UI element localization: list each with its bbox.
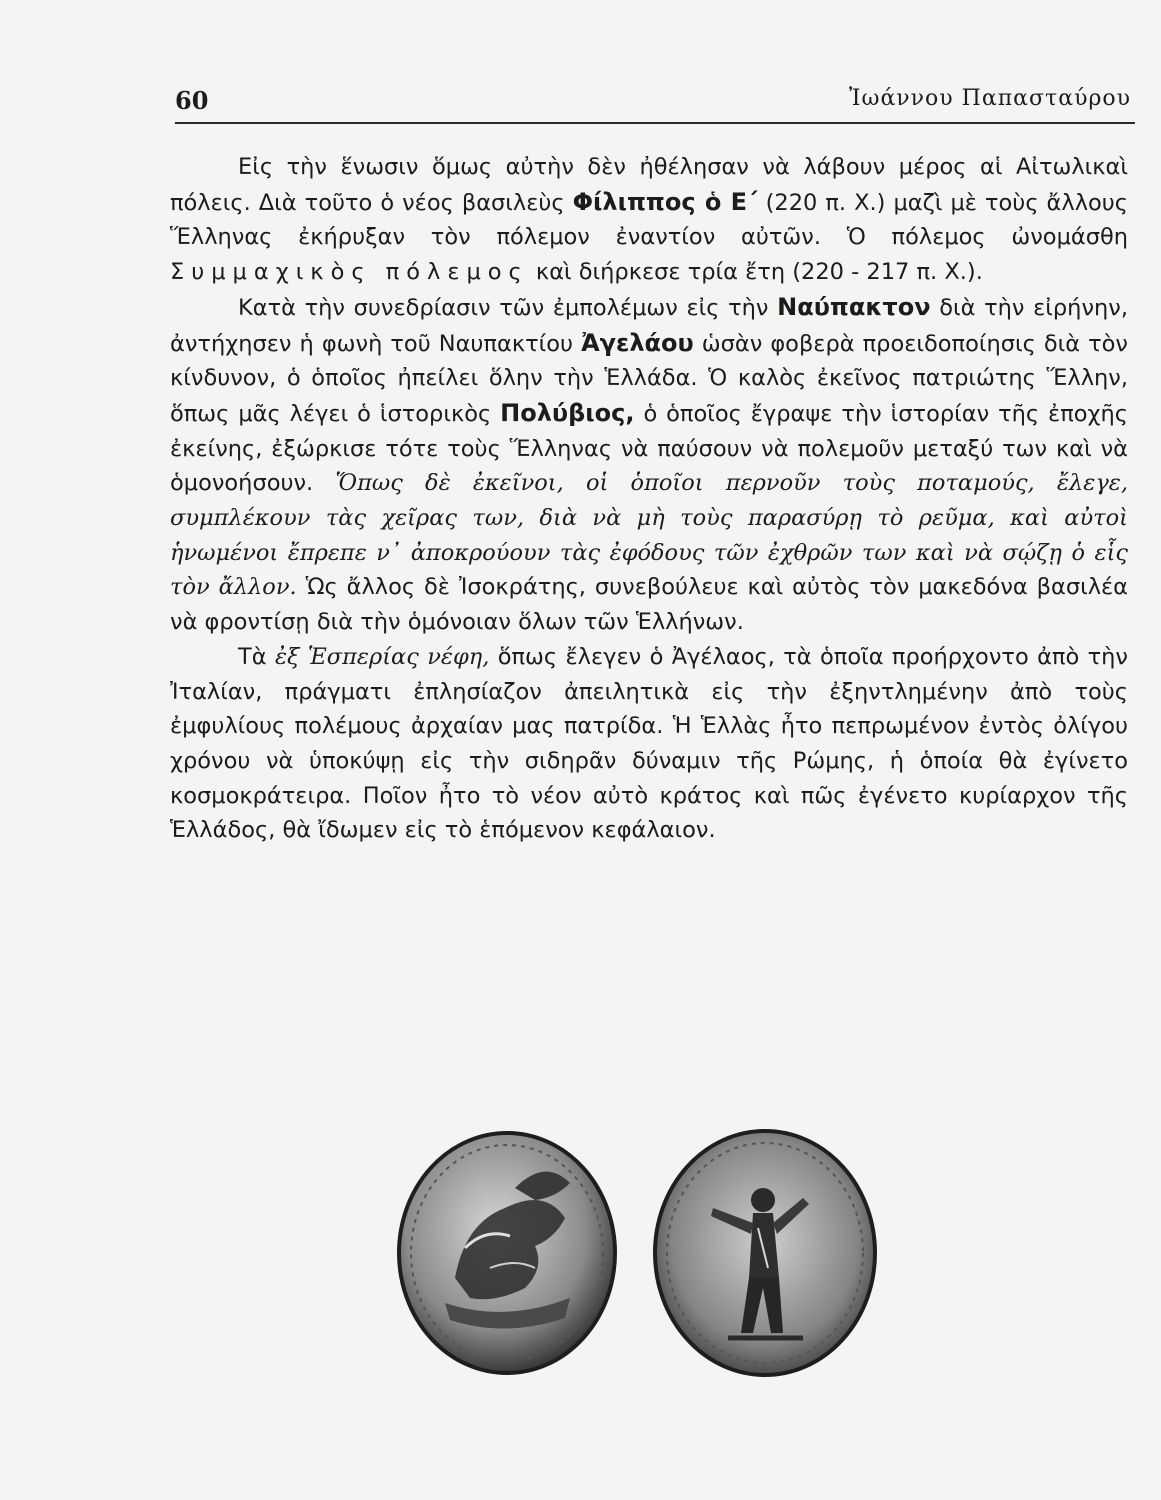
text-run: διὰ τὴν εἰρήνην, ἀντήχησεν ἡ φωνὴ τοῦ Ναυπακτίου <box>170 294 1128 357</box>
emphasis-name: Ναύπακτον <box>777 292 931 321</box>
page-header <box>175 82 1135 124</box>
text-run: (220 π. Χ.) μαζὶ μὲ τοὺς ἄλλους Ἕλληνας ἐκήρυξαν τὸν πόλεμον ἐναντίον αὐτῶν. Ὁ πόλεμος ὠνομάσθη <box>170 189 1129 251</box>
text-run: καὶ διήρκεσε τρία ἔτη (220 - 217 π. Χ.). <box>528 259 983 286</box>
paragraph <box>170 290 1128 640</box>
emphasis-name: Φίλιππος ὁ Ε΄ <box>572 187 758 216</box>
emphasis-name: Πολύβιος, <box>500 398 635 427</box>
quotation-text: ἐξ Ἑσπερίας νέφη, <box>274 643 490 670</box>
paragraph <box>170 150 1128 290</box>
page-number: 60 <box>175 86 209 115</box>
text-run: Κατὰ τὴν συνεδρίασιν τῶν ἐμπολέμων εἰς τὴν <box>238 294 778 321</box>
text-run: Ὡς ἄλλος δὲ Ἰσοκράτης, συνεβούλευε καὶ αὐτὸς τὸν μακεδόνα βασιλέα νὰ φροντίσῃ διὰ τὴν ὁμόνοιαν ὅλων τῶν Ἑλλήνων. <box>170 574 1128 636</box>
coin-reverse-image <box>653 1128 878 1378</box>
coin-obverse-image <box>395 1128 620 1378</box>
text-run: Εἰς τὴν ἕνωσιν ὅμως αὐτὴν δὲν ἠθέλησαν νὰ λάβουν μέρος αἱ Αἰτωλικαὶ πόλεις. Διὰ τοῦτο ὁ νέος βασιλεὺς <box>170 154 1128 216</box>
text-run: ὅπως ἔλεγεν ὁ Ἀγέλαος, τὰ ὁποῖα προήρχοντο ἀπὸ τὴν Ἰταλίαν, πράγματι ἐπλησίαζον ἀπειλητικὰ εἰς τὴν ἐξηντλημένην ἀπὸ τοὺς ἐμφυλίους πολέμους ἀρχαίαν μας πατρίδα. Ἡ Ἑλλὰς ἦτο πεπρωμένον ἐντὸς ὀλίγου χρόνου νὰ ὑποκύψῃ εἰς τὴν σιδηρᾶν δύναμιν τῆς Ρώμης, ἡ ὁποία θὰ ἐγίνετο κοσμοκράτειρα. Ποῖον ἦτο τὸ νέον αὐτὸ κράτος καὶ πῶς ἐγένετο κυρίαρχον τῆς Ἑλλάδος, θὰ ἴδωμεν εἰς τὸ ἑπόμενον κεφάλαιον. <box>170 643 1128 844</box>
coin-illustration <box>395 1128 875 1388</box>
quotation-text: Ὅπως δὲ ἐκεῖνοι, οἱ ὁποῖοι περνοῦν τοὺς ποταμούς, ἔλεγε, συμπλέκουν τὰς χεῖρας των, διὰ νὰ μὴ τοὺς παρασύρῃ τὸ ρεῦμα, καὶ αὐτοὶ ἡνωμένοι ἔπρεπε ν᾿ ἀποκρούουν τὰς ἐφόδους τῶν ἐχθρῶν των καὶ νὰ σῴζῃ ὁ εἷς τὸν ἄλλον. <box>170 470 1128 601</box>
text-run: ὁ ὁποῖος ἔγραψε τὴν ἱστορίαν τῆς ἐποχῆς ἐκείνης, ἐξώρκισε τότε τοὺς Ἕλληνας νὰ παύσουν νὰ πολεμοῦν μεταξύ των καὶ νὰ ὁμονοήσουν. <box>170 400 1128 497</box>
spaced-term: Συμμαχικὸς πόλεμος <box>170 259 529 286</box>
text-run: ὡσὰν φοβερὰ προειδοποίησις διὰ τὸν κίνδυνον, ὁ ὁποῖος ἠπείλει ὅλην τὴν Ἑλλάδα. Ὁ καλὸς ἐκεῖνος πατριώτης Ἕλλην, ὅπως μᾶς λέγει ὁ ἱστορικὸς <box>170 330 1128 427</box>
running-title: Ἰωάννου Παπασταύρου <box>849 86 1131 111</box>
body-text <box>170 150 1128 848</box>
emphasis-name: Ἀγελάου <box>581 328 694 357</box>
text-run: Τὰ <box>238 643 275 670</box>
paragraph <box>170 640 1128 848</box>
